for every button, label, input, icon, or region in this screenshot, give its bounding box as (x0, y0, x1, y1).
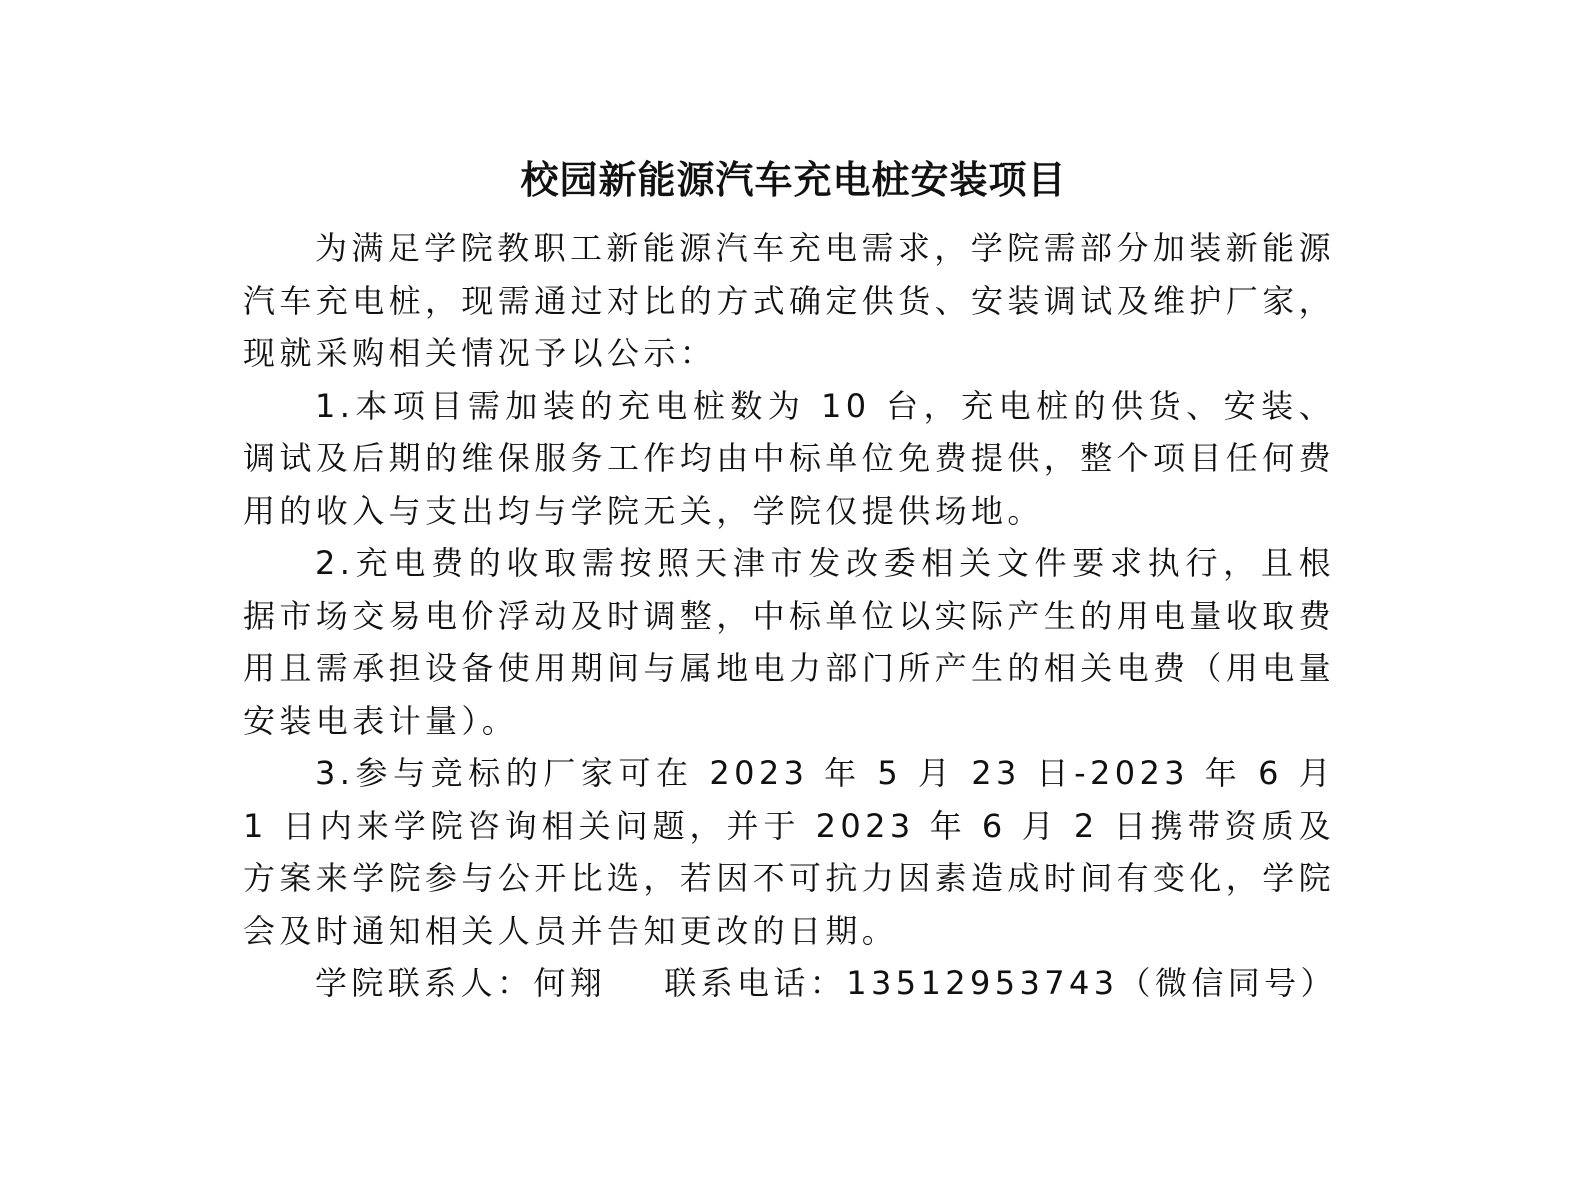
item-1-paragraph: 1.本项目需加装的充电桩数为 10 台，充电桩的供货、安装、调试及后期的维保服务工作均由中标单位免费提供，整个项目任何费用的收入与支出均与学院无关，学院仅提供场地。 (243, 386, 1336, 530)
contact-line (243, 957, 1335, 1010)
document-body (243, 222, 1335, 1010)
contact-person: 学院联系人：何翔 (315, 964, 607, 1002)
item-2-paragraph: 2.充电费的收取需按照天津市发改委相关文件要求执行，且根据市场交易电价浮动及时调整，中标单位以实际产生的用电量收取费用且需承担设备使用期间与属地电力部门所产生的相关电费（用电量安装电表计量）。 (243, 544, 1336, 740)
contact-phone: 联系电话：13512953743（微信同号） (664, 964, 1337, 1002)
intro-paragraph: 为满足学院教职工新能源汽车充电需求，学院需部分加装新能源汽车充电桩，现需通过对比的方式确定供货、安装调试及维护厂家，现就采购相关情况予以公示： (243, 229, 1336, 372)
item-3-paragraph: 3.参与竞标的厂家可在 2023 年 5 月 23 日-2023 年 6 月 1 日内来学院咨询相关问题，并于 2023 年 6 月 2 日携带资质及方案来学院参与公开比选，若因不可抗力因素造成时间有变化，学院会及时通知相关人员并告知更改的日期。 (243, 754, 1336, 950)
document-title: 校园新能源汽车充电桩安装项目 (520, 157, 1067, 202)
